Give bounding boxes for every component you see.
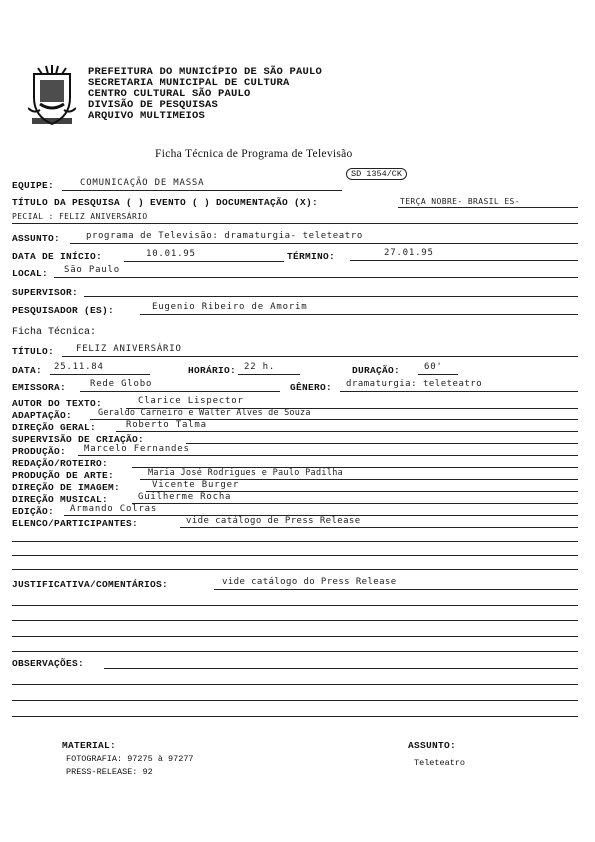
- press-release-value: PRESS-RELEASE: 92: [66, 767, 153, 777]
- elenco-line: [180, 527, 578, 528]
- horario-value: 22 h.: [244, 362, 276, 372]
- assunto-footer-label: ASSUNTO:: [408, 740, 457, 751]
- elenco-label: ELENCO/PARTICIPANTES:: [12, 518, 139, 529]
- direcao-musical-value: Guilherme Rocha: [138, 492, 232, 502]
- header-line-5: ARQUIVO MULTIMEIOS: [88, 110, 206, 122]
- termino-value: 27.01.95: [384, 248, 434, 258]
- emissora-label: EMISSORA:: [12, 382, 67, 393]
- edicao-value: Armando Colras: [70, 504, 158, 514]
- elenco-value: vide catálogo de Press Release: [186, 516, 361, 526]
- redacao-roteiro-label: REDAÇÃO/ROTEIRO:: [12, 458, 109, 469]
- assunto-value: programa de Televisão: dramaturgia- teleteatro: [86, 231, 363, 241]
- elenco-line-2: [12, 541, 578, 542]
- municipal-coat-of-arms: [28, 64, 76, 128]
- titulo-pesquisa-line: [398, 207, 578, 208]
- justificativa-line-2: [12, 605, 578, 606]
- producao-label: PRODUÇÃO:: [12, 446, 67, 457]
- direcao-imagem-value: Vicente Burger: [152, 480, 240, 490]
- header-line-3: CENTRO CULTURAL SÃO PAULO: [88, 88, 251, 100]
- material-label: MATERIAL:: [62, 740, 117, 751]
- genero-label: GÊNERO:: [290, 382, 333, 393]
- emissora-value: Rede Globo: [90, 379, 153, 389]
- termino-line: [350, 260, 578, 261]
- elenco-line-3: [12, 555, 578, 556]
- ficha-tecnica-heading: Ficha Técnica:: [12, 327, 97, 338]
- producao-arte-value: Maria José Rodrigues e Paulo Padilha: [148, 468, 344, 478]
- observacoes-label: OBSERVAÇÕES:: [12, 658, 85, 669]
- local-label: LOCAL:: [12, 268, 49, 279]
- header-line-4: DIVISÃO DE PESQUISAS: [88, 99, 219, 111]
- observacoes-line: [104, 668, 578, 669]
- emissora-line: [80, 391, 280, 392]
- header-line-1: PREFEITURA DO MUNICÍPIO DE SÃO PAULO: [88, 66, 323, 78]
- justificativa-label: JUSTIFICATIVA/COMENTÁRIOS:: [12, 579, 169, 590]
- pesquisador-value: Eugenio Ribeiro de Amorim: [152, 302, 308, 312]
- adaptacao-label: ADAPTAÇÃO:: [12, 410, 73, 421]
- supervisao-criacao-line: [186, 443, 578, 444]
- data-inicio-line: [124, 261, 284, 262]
- observacoes-line-2: [12, 684, 578, 685]
- titulo-value: FELIZ ANIVERSÁRIO: [76, 344, 182, 354]
- equipe-line: [62, 190, 342, 191]
- supervisao-criacao-label: SUPERVISÃO DE CRIAÇÃO:: [12, 434, 145, 445]
- assunto-line: [70, 243, 578, 244]
- fotografia-value: FOTOGRAFIA: 97275 à 97277: [66, 754, 194, 764]
- titulo-pesquisa-line-2: [12, 223, 578, 224]
- titulo-pesquisa-label: TÍTULO DA PESQUISA ( ) EVENTO ( ) DOCUMENTAÇÃO (X):: [12, 197, 319, 208]
- genero-line: [340, 391, 578, 392]
- equipe-value: COMUNICAÇÃO DE MASSA: [80, 178, 205, 188]
- autor-value: Clarice Lispector: [138, 396, 244, 406]
- duracao-label: DURAÇÃO:: [352, 365, 401, 376]
- horario-label: HORÁRIO:: [188, 365, 237, 376]
- data-line: [50, 374, 150, 375]
- observacoes-line-4: [12, 716, 578, 717]
- justificativa-line-4: [12, 636, 578, 637]
- titulo-line: [62, 356, 578, 357]
- pesquisador-label: PESQUISADOR (ES):: [12, 305, 115, 316]
- justificativa-line-3: [12, 620, 578, 621]
- autor-label: AUTOR DO TEXTO:: [12, 398, 103, 409]
- justificativa-line: [214, 589, 578, 590]
- horario-line: [238, 374, 300, 375]
- direcao-geral-line: [116, 431, 578, 432]
- producao-value: Marcelo Fernandes: [84, 444, 190, 454]
- justificativa-line-5: [12, 651, 578, 652]
- adaptacao-value: Geraldo Carneiro e Walter Alves de Souza: [98, 408, 311, 418]
- edicao-label: EDIÇÃO:: [12, 506, 55, 517]
- supervisor-line: [84, 296, 578, 297]
- titulo-label: TÍTULO:: [12, 346, 55, 357]
- assunto-footer-value: Teleteatro: [414, 758, 466, 768]
- data-inicio-value: 10.01.95: [146, 249, 196, 259]
- termino-label: TÉRMINO:: [287, 251, 336, 262]
- direcao-geral-value: Roberto Talma: [126, 420, 207, 430]
- direcao-musical-label: DIREÇÃO MUSICAL:: [12, 494, 109, 505]
- direcao-imagem-label: DIREÇÃO DE IMAGEM:: [12, 482, 121, 493]
- data-inicio-label: DATA DE INÍCIO:: [12, 251, 103, 262]
- reference-stamp: SD 1354/CK: [346, 168, 407, 180]
- direcao-geral-label: DIREÇÃO GERAL:: [12, 422, 97, 433]
- genero-value: dramaturgia: teleteatro: [346, 379, 483, 389]
- observacoes-line-3: [12, 700, 578, 701]
- data-value: 25.11.84: [54, 362, 104, 372]
- supervisor-label: SUPERVISOR:: [12, 287, 79, 298]
- local-value: São Paulo: [64, 265, 120, 275]
- local-line: [54, 277, 578, 278]
- document-title: Ficha Técnica de Programa de Televisão: [155, 148, 353, 160]
- data-label: DATA:: [12, 365, 43, 376]
- titulo-pesquisa-value-2: PECIAL : FELIZ ANIVERSÁRIO: [12, 212, 148, 221]
- duracao-line: [418, 374, 458, 375]
- direcao-musical-line: [132, 503, 578, 504]
- duracao-value: 60': [424, 362, 443, 372]
- pesquisador-line: [140, 314, 578, 315]
- header-line-2: SECRETARIA MUNICIPAL DE CULTURA: [88, 77, 290, 89]
- producao-arte-label: PRODUÇÃO DE ARTE:: [12, 470, 115, 481]
- equipe-label: EQUIPE:: [12, 180, 55, 191]
- titulo-pesquisa-value: TERÇA NOBRE- BRASIL ES-: [400, 197, 520, 206]
- producao-line: [78, 455, 578, 456]
- assunto-label: ASSUNTO:: [12, 233, 61, 244]
- elenco-line-4: [12, 569, 578, 570]
- justificativa-value: vide catálogo do Press Release: [222, 577, 397, 587]
